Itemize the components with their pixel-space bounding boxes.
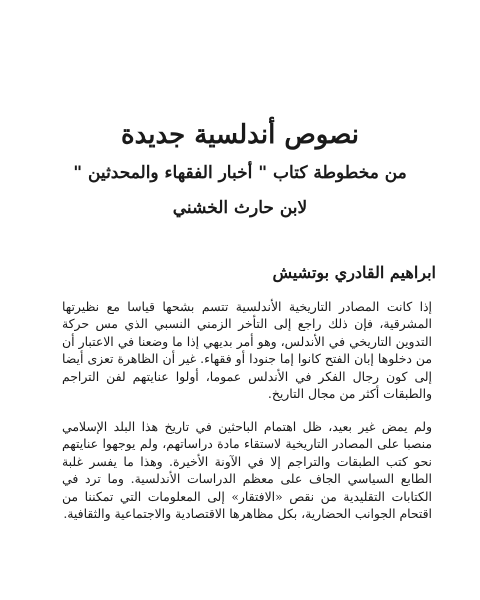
author-name: ابراهيم القادري بوتشيش — [272, 263, 436, 282]
article-subtitle: من مخطوطة كتاب " أخبار الفقهاء والمحدثين " — [73, 163, 407, 183]
article-title: نصوص أندلسية جديدة — [121, 120, 359, 150]
body-paragraph: ولم يمض غير بعيد، ظل اهتمام الباحثين في تاريخ هذا البلد الإسلامي منصبا على المصادر التاريخية لاستقاء مادة دراساتهم، ولم يوجهوا عنايتهم نحو كتب الطبقات والتراجم إلا في الآونة الأخيرة. وهذا ما يفسر غلبة الطابع السياسي الجاف على معظم الدراسات الأندلسية. وما ترد في الكتابات التقليدية من نقص «الافتقار» إلى المعلومات التي تمكننا من اقتحام الجوانب الحضارية، بكل مظاهرها الاقتصادية والاجتماعية والثقافية. — [62, 419, 432, 522]
body-paragraph: إذا كانت المصادر التاريخية الأندلسية تتسم بشحها قياسا مع نظيرتها المشرقية، فإن ذلك راجع إلى التأخر الزمني النسبي الذي مس حركة التدوين التاريخي في الأندلس، وهو أمر بديهي إذا ما وضعنا في الاعتبار أن من دخلوها إبان الفتح كانوا إما جنودا أو فقهاء. غير أن الظاهرة تعزى أيضا إلى كون رجال الفكر في الأندلس عموما، أولوا عنايتهم لفن التراجم والطبقات أكثر من مجال التاريخ. — [62, 299, 432, 402]
article-subtitle-author-line: لابن حارث الخشني — [172, 198, 308, 218]
